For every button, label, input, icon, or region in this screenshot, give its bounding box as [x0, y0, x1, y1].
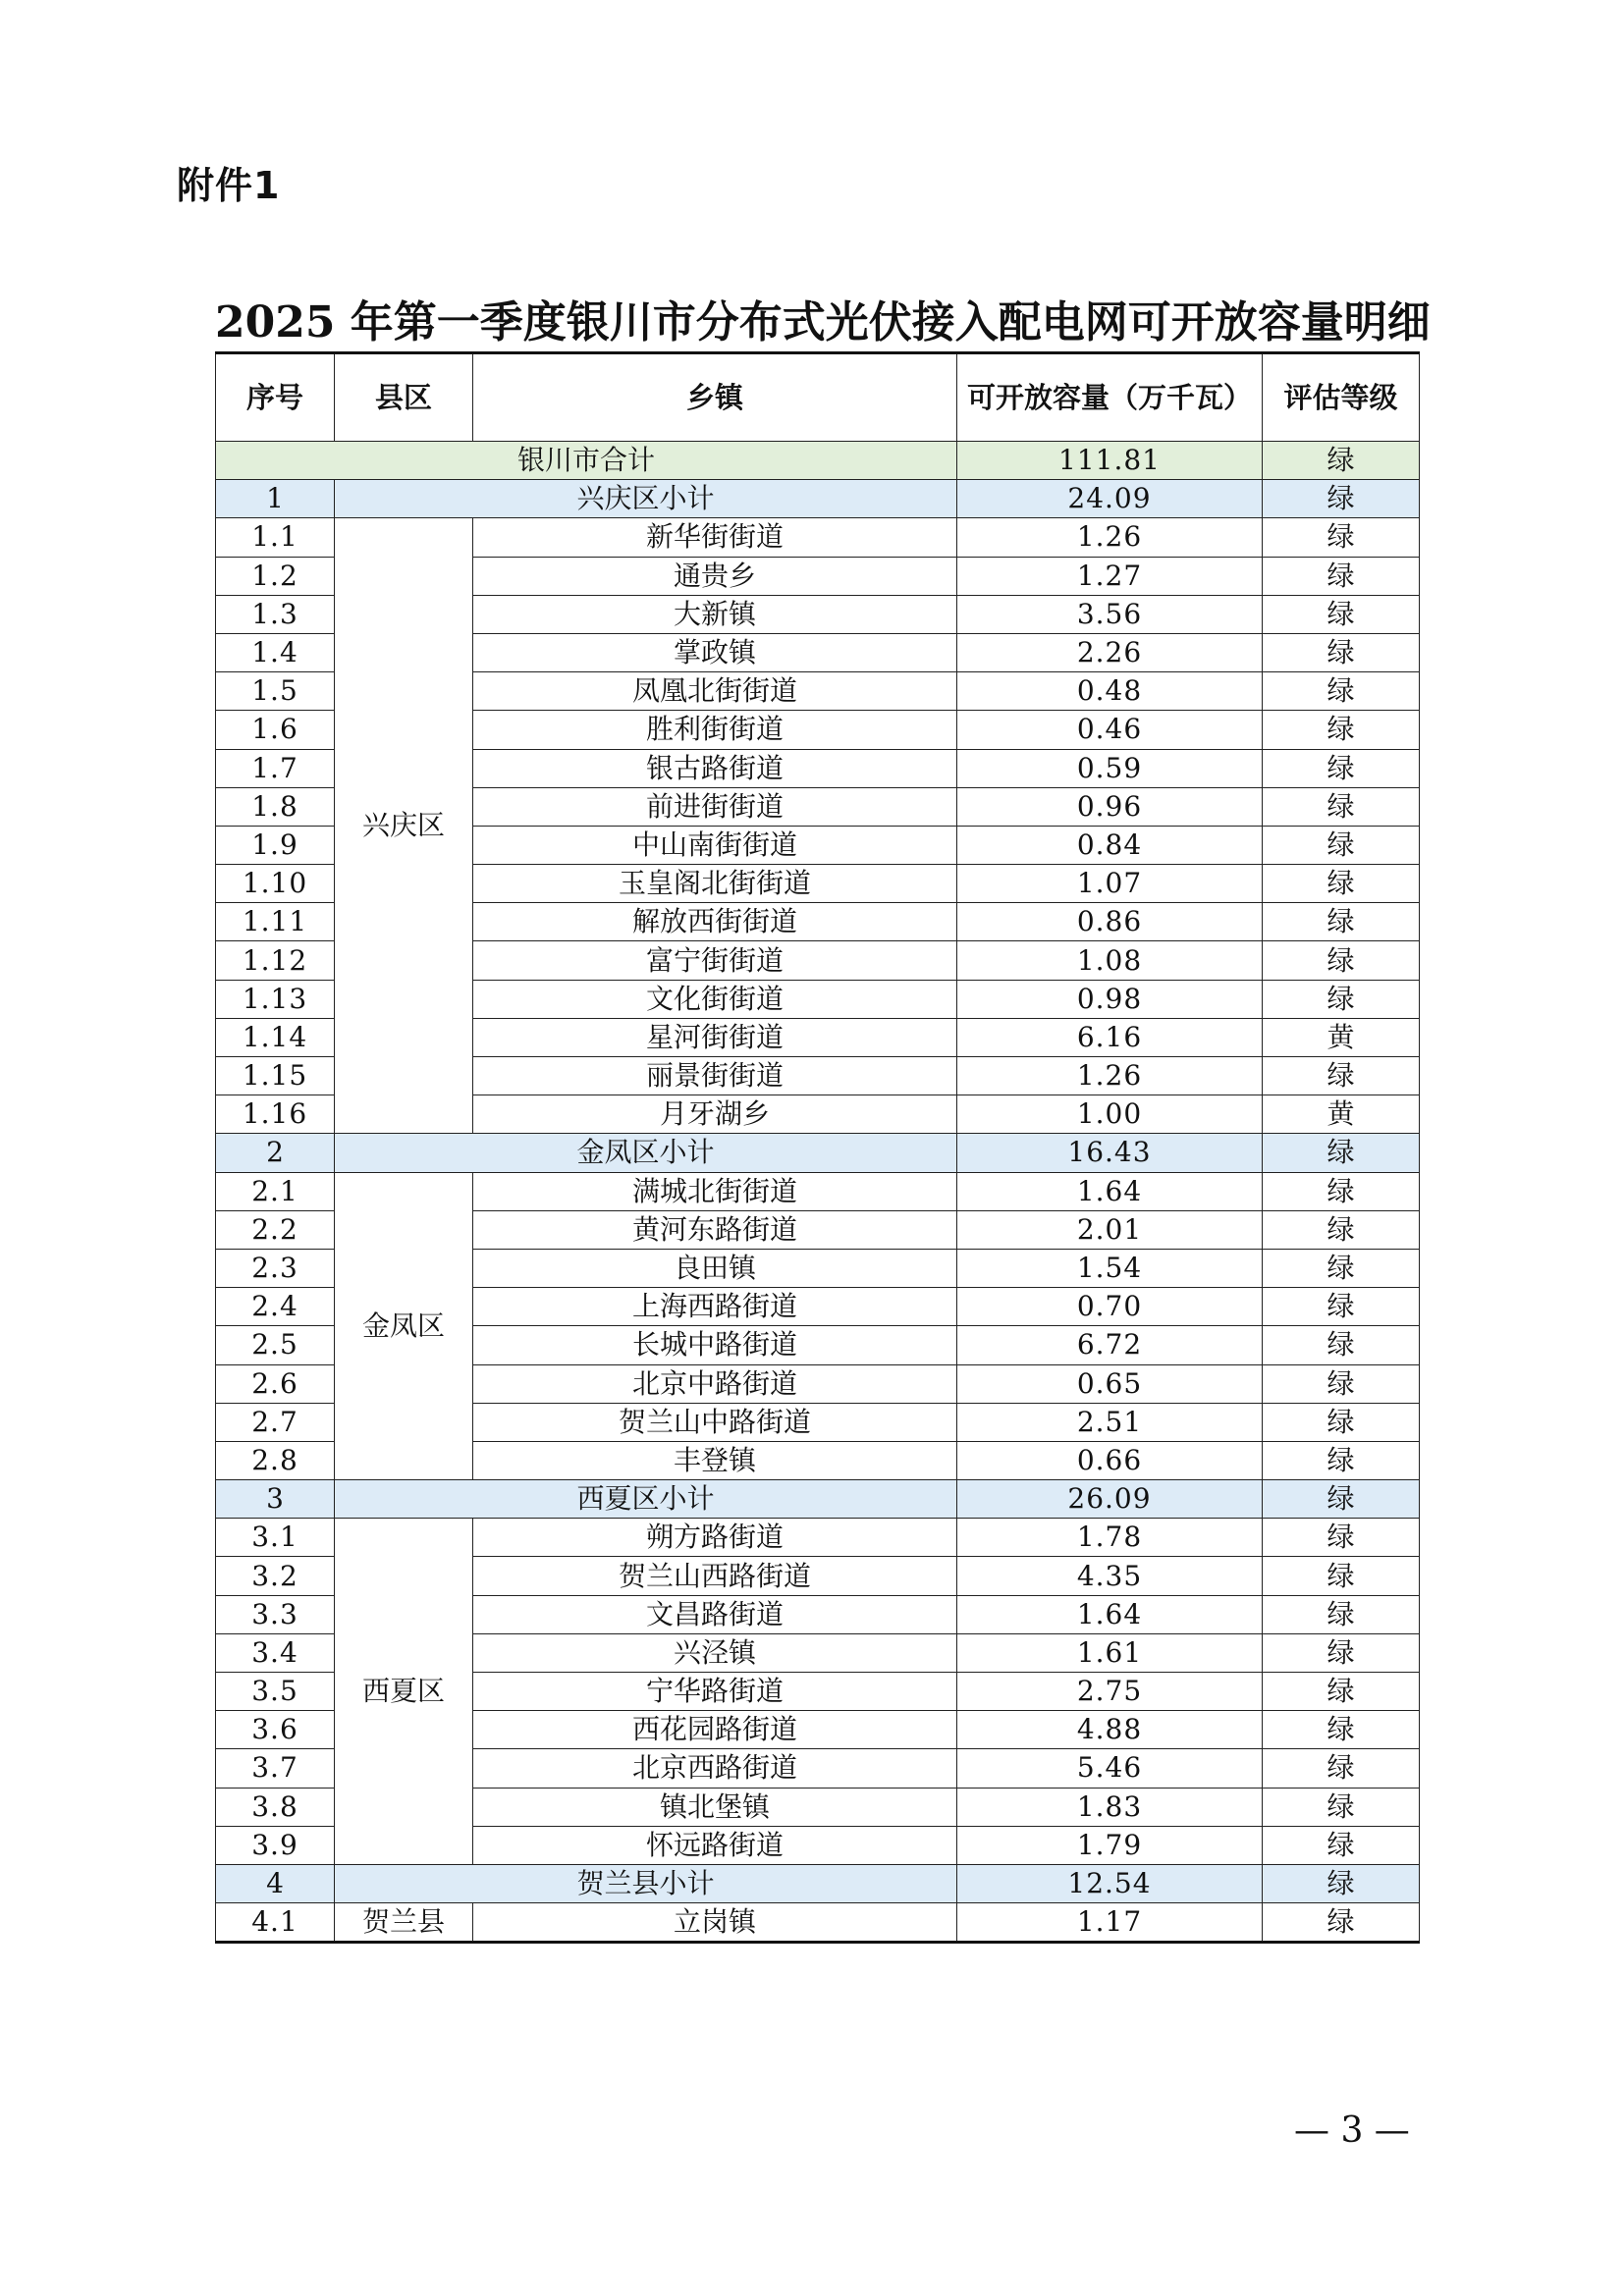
row-capacity: 2.26: [957, 633, 1263, 671]
row-capacity: 1.00: [957, 1095, 1263, 1134]
row-town: 良田镇: [473, 1249, 957, 1287]
row-capacity: 1.27: [957, 557, 1263, 595]
row-town: 怀远路街道: [473, 1826, 957, 1864]
subtotal-capacity: 16.43: [957, 1134, 1263, 1172]
total-grade: 绿: [1263, 442, 1420, 480]
subtotal-label: 兴庆区小计: [335, 480, 957, 518]
row-grade: 绿: [1263, 787, 1420, 826]
row-serial: 2.6: [216, 1364, 335, 1403]
row-grade: 绿: [1263, 1633, 1420, 1672]
row-serial: 4.1: [216, 1903, 335, 1943]
row-capacity: 2.01: [957, 1210, 1263, 1249]
row-grade: 绿: [1263, 1326, 1420, 1364]
row-grade: 绿: [1263, 749, 1420, 787]
table-body: [216, 442, 1420, 1943]
row-grade: 黄: [1263, 1018, 1420, 1056]
row-town: 上海西路街道: [473, 1288, 957, 1326]
row-capacity: 1.26: [957, 518, 1263, 557]
row-town: 朔方路街道: [473, 1519, 957, 1557]
row-grade: 绿: [1263, 595, 1420, 633]
page-title: 2025 年第一季度银川市分布式光伏接入配电网可开放容量明细: [215, 297, 1431, 347]
subtotal-grade: 绿: [1263, 1864, 1420, 1902]
row-serial: 3.6: [216, 1711, 335, 1749]
row-grade: 绿: [1263, 941, 1420, 980]
row-grade: 绿: [1263, 1210, 1420, 1249]
row-capacity: 0.46: [957, 711, 1263, 749]
row-town: 新华街街道: [473, 518, 957, 557]
row-serial: 2.2: [216, 1210, 335, 1249]
table-row: [216, 1519, 1420, 1557]
row-capacity: 6.16: [957, 1018, 1263, 1056]
row-serial: 3.7: [216, 1749, 335, 1788]
row-capacity: 1.54: [957, 1249, 1263, 1287]
row-capacity: 6.72: [957, 1326, 1263, 1364]
row-capacity: 1.83: [957, 1788, 1263, 1826]
row-town: 大新镇: [473, 595, 957, 633]
row-serial: 1.11: [216, 903, 335, 941]
row-town: 满城北街街道: [473, 1172, 957, 1210]
district-name: 金凤区: [335, 1172, 473, 1480]
row-serial: 1.16: [216, 1095, 335, 1134]
row-town: 丰登镇: [473, 1441, 957, 1479]
district-name: 西夏区: [335, 1519, 473, 1865]
row-grade: 绿: [1263, 557, 1420, 595]
row-grade: 绿: [1263, 1595, 1420, 1633]
row-town: 北京中路街道: [473, 1364, 957, 1403]
row-town: 文昌路街道: [473, 1595, 957, 1633]
subtotal-row: [216, 1864, 1420, 1902]
row-grade: 绿: [1263, 826, 1420, 864]
row-capacity: 1.64: [957, 1595, 1263, 1633]
row-serial: 1.8: [216, 787, 335, 826]
row-serial: 3.2: [216, 1557, 335, 1595]
row-grade: 绿: [1263, 1057, 1420, 1095]
row-serial: 1.3: [216, 595, 335, 633]
row-serial: 1.7: [216, 749, 335, 787]
header-capacity: 可开放容量（万千瓦）: [957, 353, 1263, 442]
row-town: 长城中路街道: [473, 1326, 957, 1364]
subtotal-row: [216, 1480, 1420, 1519]
row-serial: 1.15: [216, 1057, 335, 1095]
row-town: 西花园路街道: [473, 1711, 957, 1749]
subtotal-grade: 绿: [1263, 1134, 1420, 1172]
district-name: 贺兰县: [335, 1903, 473, 1943]
row-capacity: 1.17: [957, 1903, 1263, 1943]
row-grade: 绿: [1263, 1364, 1420, 1403]
row-serial: 2.7: [216, 1403, 335, 1441]
row-grade: 绿: [1263, 1903, 1420, 1943]
row-town: 银古路街道: [473, 749, 957, 787]
row-capacity: 3.56: [957, 595, 1263, 633]
row-serial: 3.4: [216, 1633, 335, 1672]
row-town: 胜利街街道: [473, 711, 957, 749]
row-capacity: 1.79: [957, 1826, 1263, 1864]
row-serial: 1.5: [216, 672, 335, 711]
district-name: 兴庆区: [335, 518, 473, 1134]
row-grade: 绿: [1263, 1249, 1420, 1287]
header-grade: 评估等级: [1263, 353, 1420, 442]
row-town: 兴泾镇: [473, 1633, 957, 1672]
row-serial: 3.3: [216, 1595, 335, 1633]
row-capacity: 0.65: [957, 1364, 1263, 1403]
row-grade: 绿: [1263, 1749, 1420, 1788]
row-capacity: 1.07: [957, 865, 1263, 903]
table-row: [216, 1903, 1420, 1943]
row-capacity: 0.86: [957, 903, 1263, 941]
row-grade: 绿: [1263, 865, 1420, 903]
row-capacity: 4.35: [957, 1557, 1263, 1595]
subtotal-grade: 绿: [1263, 480, 1420, 518]
row-serial: 1.4: [216, 633, 335, 671]
subtotal-row: [216, 1134, 1420, 1172]
row-town: 黄河东路街道: [473, 1210, 957, 1249]
row-capacity: 0.48: [957, 672, 1263, 711]
row-capacity: 0.98: [957, 980, 1263, 1018]
header-town: 乡镇: [473, 353, 957, 442]
row-capacity: 1.64: [957, 1172, 1263, 1210]
row-capacity: 1.08: [957, 941, 1263, 980]
row-serial: 3.8: [216, 1788, 335, 1826]
row-capacity: 4.88: [957, 1711, 1263, 1749]
row-serial: 2.8: [216, 1441, 335, 1479]
row-town: 解放西街街道: [473, 903, 957, 941]
row-grade: 绿: [1263, 1403, 1420, 1441]
row-town: 中山南街街道: [473, 826, 957, 864]
row-town: 北京西路街道: [473, 1749, 957, 1788]
row-serial: 1.6: [216, 711, 335, 749]
subtotal-label: 贺兰县小计: [335, 1864, 957, 1902]
row-grade: 绿: [1263, 633, 1420, 671]
subtotal-label: 金凤区小计: [335, 1134, 957, 1172]
row-serial: 2.4: [216, 1288, 335, 1326]
row-serial: 1.1: [216, 518, 335, 557]
row-capacity: 2.75: [957, 1673, 1263, 1711]
row-serial: 3.9: [216, 1826, 335, 1864]
row-grade: 绿: [1263, 1673, 1420, 1711]
row-town: 立岗镇: [473, 1903, 957, 1943]
row-grade: 绿: [1263, 1172, 1420, 1210]
row-grade: 绿: [1263, 1288, 1420, 1326]
row-town: 丽景街街道: [473, 1057, 957, 1095]
page-number: — 3 —: [1294, 2110, 1410, 2151]
total-label: 银川市合计: [216, 442, 957, 480]
row-town: 通贵乡: [473, 557, 957, 595]
subtotal-serial: 1: [216, 480, 335, 518]
row-grade: 绿: [1263, 903, 1420, 941]
capacity-table: [215, 351, 1420, 1944]
table-header-row: [216, 353, 1420, 442]
row-capacity: 1.61: [957, 1633, 1263, 1672]
header-serial: 序号: [216, 353, 335, 442]
row-capacity: 2.51: [957, 1403, 1263, 1441]
row-grade: 绿: [1263, 1711, 1420, 1749]
row-serial: 1.13: [216, 980, 335, 1018]
table-row: [216, 1172, 1420, 1210]
row-town: 星河街街道: [473, 1018, 957, 1056]
row-grade: 绿: [1263, 1557, 1420, 1595]
row-serial: 1.9: [216, 826, 335, 864]
row-town: 宁华路街道: [473, 1673, 957, 1711]
row-serial: 3.1: [216, 1519, 335, 1557]
row-capacity: 0.96: [957, 787, 1263, 826]
subtotal-serial: 2: [216, 1134, 335, 1172]
total-capacity: 111.81: [957, 442, 1263, 480]
row-town: 贺兰山西路街道: [473, 1557, 957, 1595]
subtotal-capacity: 12.54: [957, 1864, 1263, 1902]
row-town: 富宁街街道: [473, 941, 957, 980]
row-grade: 绿: [1263, 1826, 1420, 1864]
row-town: 掌政镇: [473, 633, 957, 671]
row-grade: 绿: [1263, 1519, 1420, 1557]
row-town: 玉皇阁北街街道: [473, 865, 957, 903]
row-grade: 绿: [1263, 518, 1420, 557]
header-district: 县区: [335, 353, 473, 442]
row-grade: 绿: [1263, 672, 1420, 711]
row-town: 凤凰北街街道: [473, 672, 957, 711]
row-capacity: 1.78: [957, 1519, 1263, 1557]
row-capacity: 0.84: [957, 826, 1263, 864]
table-row: [216, 518, 1420, 557]
row-town: 镇北堡镇: [473, 1788, 957, 1826]
row-capacity: 0.70: [957, 1288, 1263, 1326]
subtotal-label: 西夏区小计: [335, 1480, 957, 1519]
subtotal-capacity: 26.09: [957, 1480, 1263, 1519]
subtotal-serial: 3: [216, 1480, 335, 1519]
row-serial: 3.5: [216, 1673, 335, 1711]
row-serial: 2.3: [216, 1249, 335, 1287]
row-serial: 1.14: [216, 1018, 335, 1056]
row-grade: 黄: [1263, 1095, 1420, 1134]
row-town: 贺兰山中路街道: [473, 1403, 957, 1441]
row-grade: 绿: [1263, 980, 1420, 1018]
attachment-label: 附件1: [177, 164, 281, 207]
row-grade: 绿: [1263, 711, 1420, 749]
subtotal-row: [216, 480, 1420, 518]
row-capacity: 0.59: [957, 749, 1263, 787]
total-row: [216, 442, 1420, 480]
subtotal-serial: 4: [216, 1864, 335, 1902]
row-capacity: 0.66: [957, 1441, 1263, 1479]
row-town: 月牙湖乡: [473, 1095, 957, 1134]
subtotal-grade: 绿: [1263, 1480, 1420, 1519]
subtotal-capacity: 24.09: [957, 480, 1263, 518]
row-serial: 1.10: [216, 865, 335, 903]
row-town: 前进街街道: [473, 787, 957, 826]
row-capacity: 5.46: [957, 1749, 1263, 1788]
row-serial: 1.12: [216, 941, 335, 980]
row-serial: 2.5: [216, 1326, 335, 1364]
row-serial: 1.2: [216, 557, 335, 595]
row-capacity: 1.26: [957, 1057, 1263, 1095]
row-grade: 绿: [1263, 1788, 1420, 1826]
row-grade: 绿: [1263, 1441, 1420, 1479]
row-serial: 2.1: [216, 1172, 335, 1210]
row-town: 文化街街道: [473, 980, 957, 1018]
